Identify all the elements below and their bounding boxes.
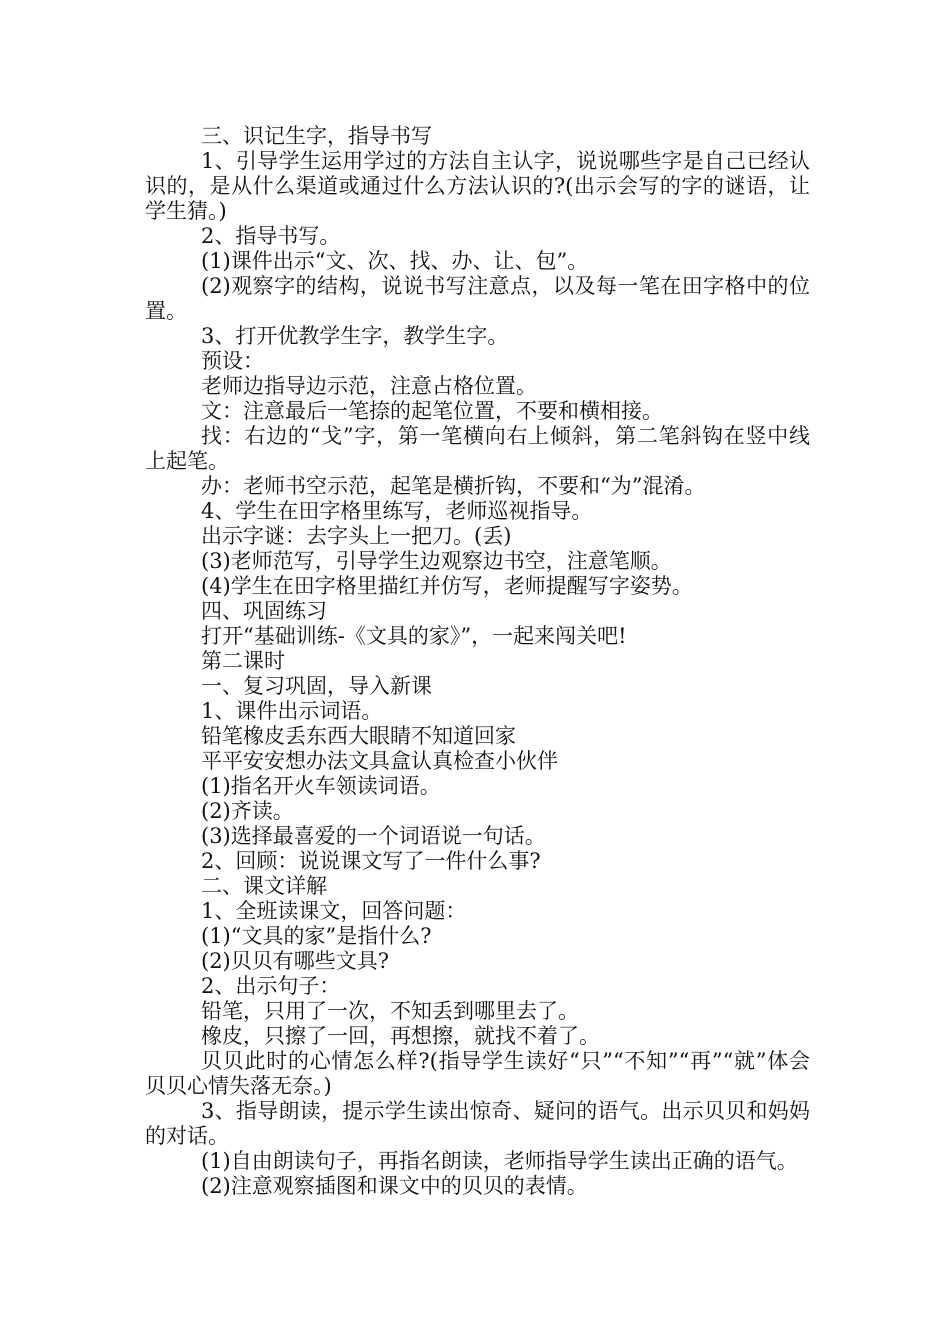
document-body	[145, 124, 810, 1199]
paragraph: 铅笔橡皮丢东西大眼睛不知道回家	[201, 724, 516, 748]
paragraph: 1、全班读课文，回答问题：	[201, 899, 467, 923]
paragraph: (4)学生在田字格里描红并仿写，老师提醒写字姿势。	[201, 574, 693, 598]
paragraph: 第二课时	[201, 649, 285, 673]
paragraph: 1、课件出示词语。	[201, 699, 383, 723]
paragraph: 2、回顾：说说课文写了一件什么事?	[201, 849, 541, 873]
paragraph: (1)指名开火车领读词语。	[201, 774, 441, 798]
paragraph: 找：右边的“戈”字，第一笔横向右上倾斜，第二笔斜钩在竖中线上起笔。	[145, 424, 810, 473]
paragraph: 文：注意最后一笔捺的起笔位置，不要和横相接。	[201, 399, 663, 423]
paragraph: 三、识记生字，指导书写	[201, 124, 432, 148]
paragraph: (3)老师范写，引导学生边观察边书空，注意笔顺。	[201, 549, 672, 573]
paragraph: (2)齐读。	[201, 799, 294, 823]
paragraph: 4、学生在田字格里练写，老师巡视指导。	[201, 499, 593, 523]
paragraph: 办：老师书空示范，起笔是横折钩，不要和“为”混淆。	[201, 474, 706, 498]
paragraph: (3)选择最喜爱的一个词语说一句话。	[201, 824, 546, 848]
paragraph: (2)观察字的结构，说说书写注意点，以及每一笔在田字格中的位置。	[145, 274, 810, 323]
paragraph: 贝贝此时的心情怎么样?(指导学生读好“只”“不知”“再”“就”体会贝贝心情失落无奈。)	[145, 1049, 810, 1098]
paragraph: (2)注意观察插图和课文中的贝贝的表情。	[201, 1174, 588, 1198]
paragraph: 一、复习巩固，导入新课	[201, 674, 432, 698]
paragraph: 预设：	[201, 349, 264, 373]
paragraph: 2、出示句子：	[201, 974, 341, 998]
paragraph: 出示字谜：去字头上一把刀。(丢)	[201, 524, 512, 548]
paragraph: 四、巩固练习	[201, 599, 327, 623]
paragraph: (2)贝贝有哪些文具?	[201, 949, 390, 973]
paragraph: (1)自由朗读句子，再指名朗读，老师指导学生读出正确的语气。	[201, 1149, 798, 1173]
paragraph: 3、打开优教学生字，教学生字。	[201, 324, 509, 348]
paragraph: 平平安安想办法文具盒认真检查小伙伴	[201, 749, 558, 773]
paragraph: 1、引导学生运用学过的方法自主认字，说说哪些字是自己已经认识的，是从什么渠道或通过什么方法认识的?(出示会写的字的谜语，让学生猜。)	[145, 149, 810, 223]
paragraph: 打开“基础训练-《文具的家》”，一起来闯关吧!	[201, 624, 627, 648]
paragraph: 铅笔，只用了一次，不知丢到哪里去了。	[201, 999, 579, 1023]
paragraph: (1)课件出示“文、次、找、办、让、包”。	[201, 249, 589, 273]
paragraph: 2、指导书写。	[201, 224, 341, 248]
paragraph: 老师边指导边示范，注意占格位置。	[201, 374, 537, 398]
paragraph: (1)“文具的家”是指什么?	[201, 924, 432, 948]
paragraph: 3、指导朗读，提示学生读出惊奇、疑问的语气。出示贝贝和妈妈的对话。	[145, 1099, 810, 1148]
paragraph: 橡皮，只擦了一回，再想擦，就找不着了。	[201, 1024, 600, 1048]
paragraph: 二、课文详解	[201, 874, 327, 898]
